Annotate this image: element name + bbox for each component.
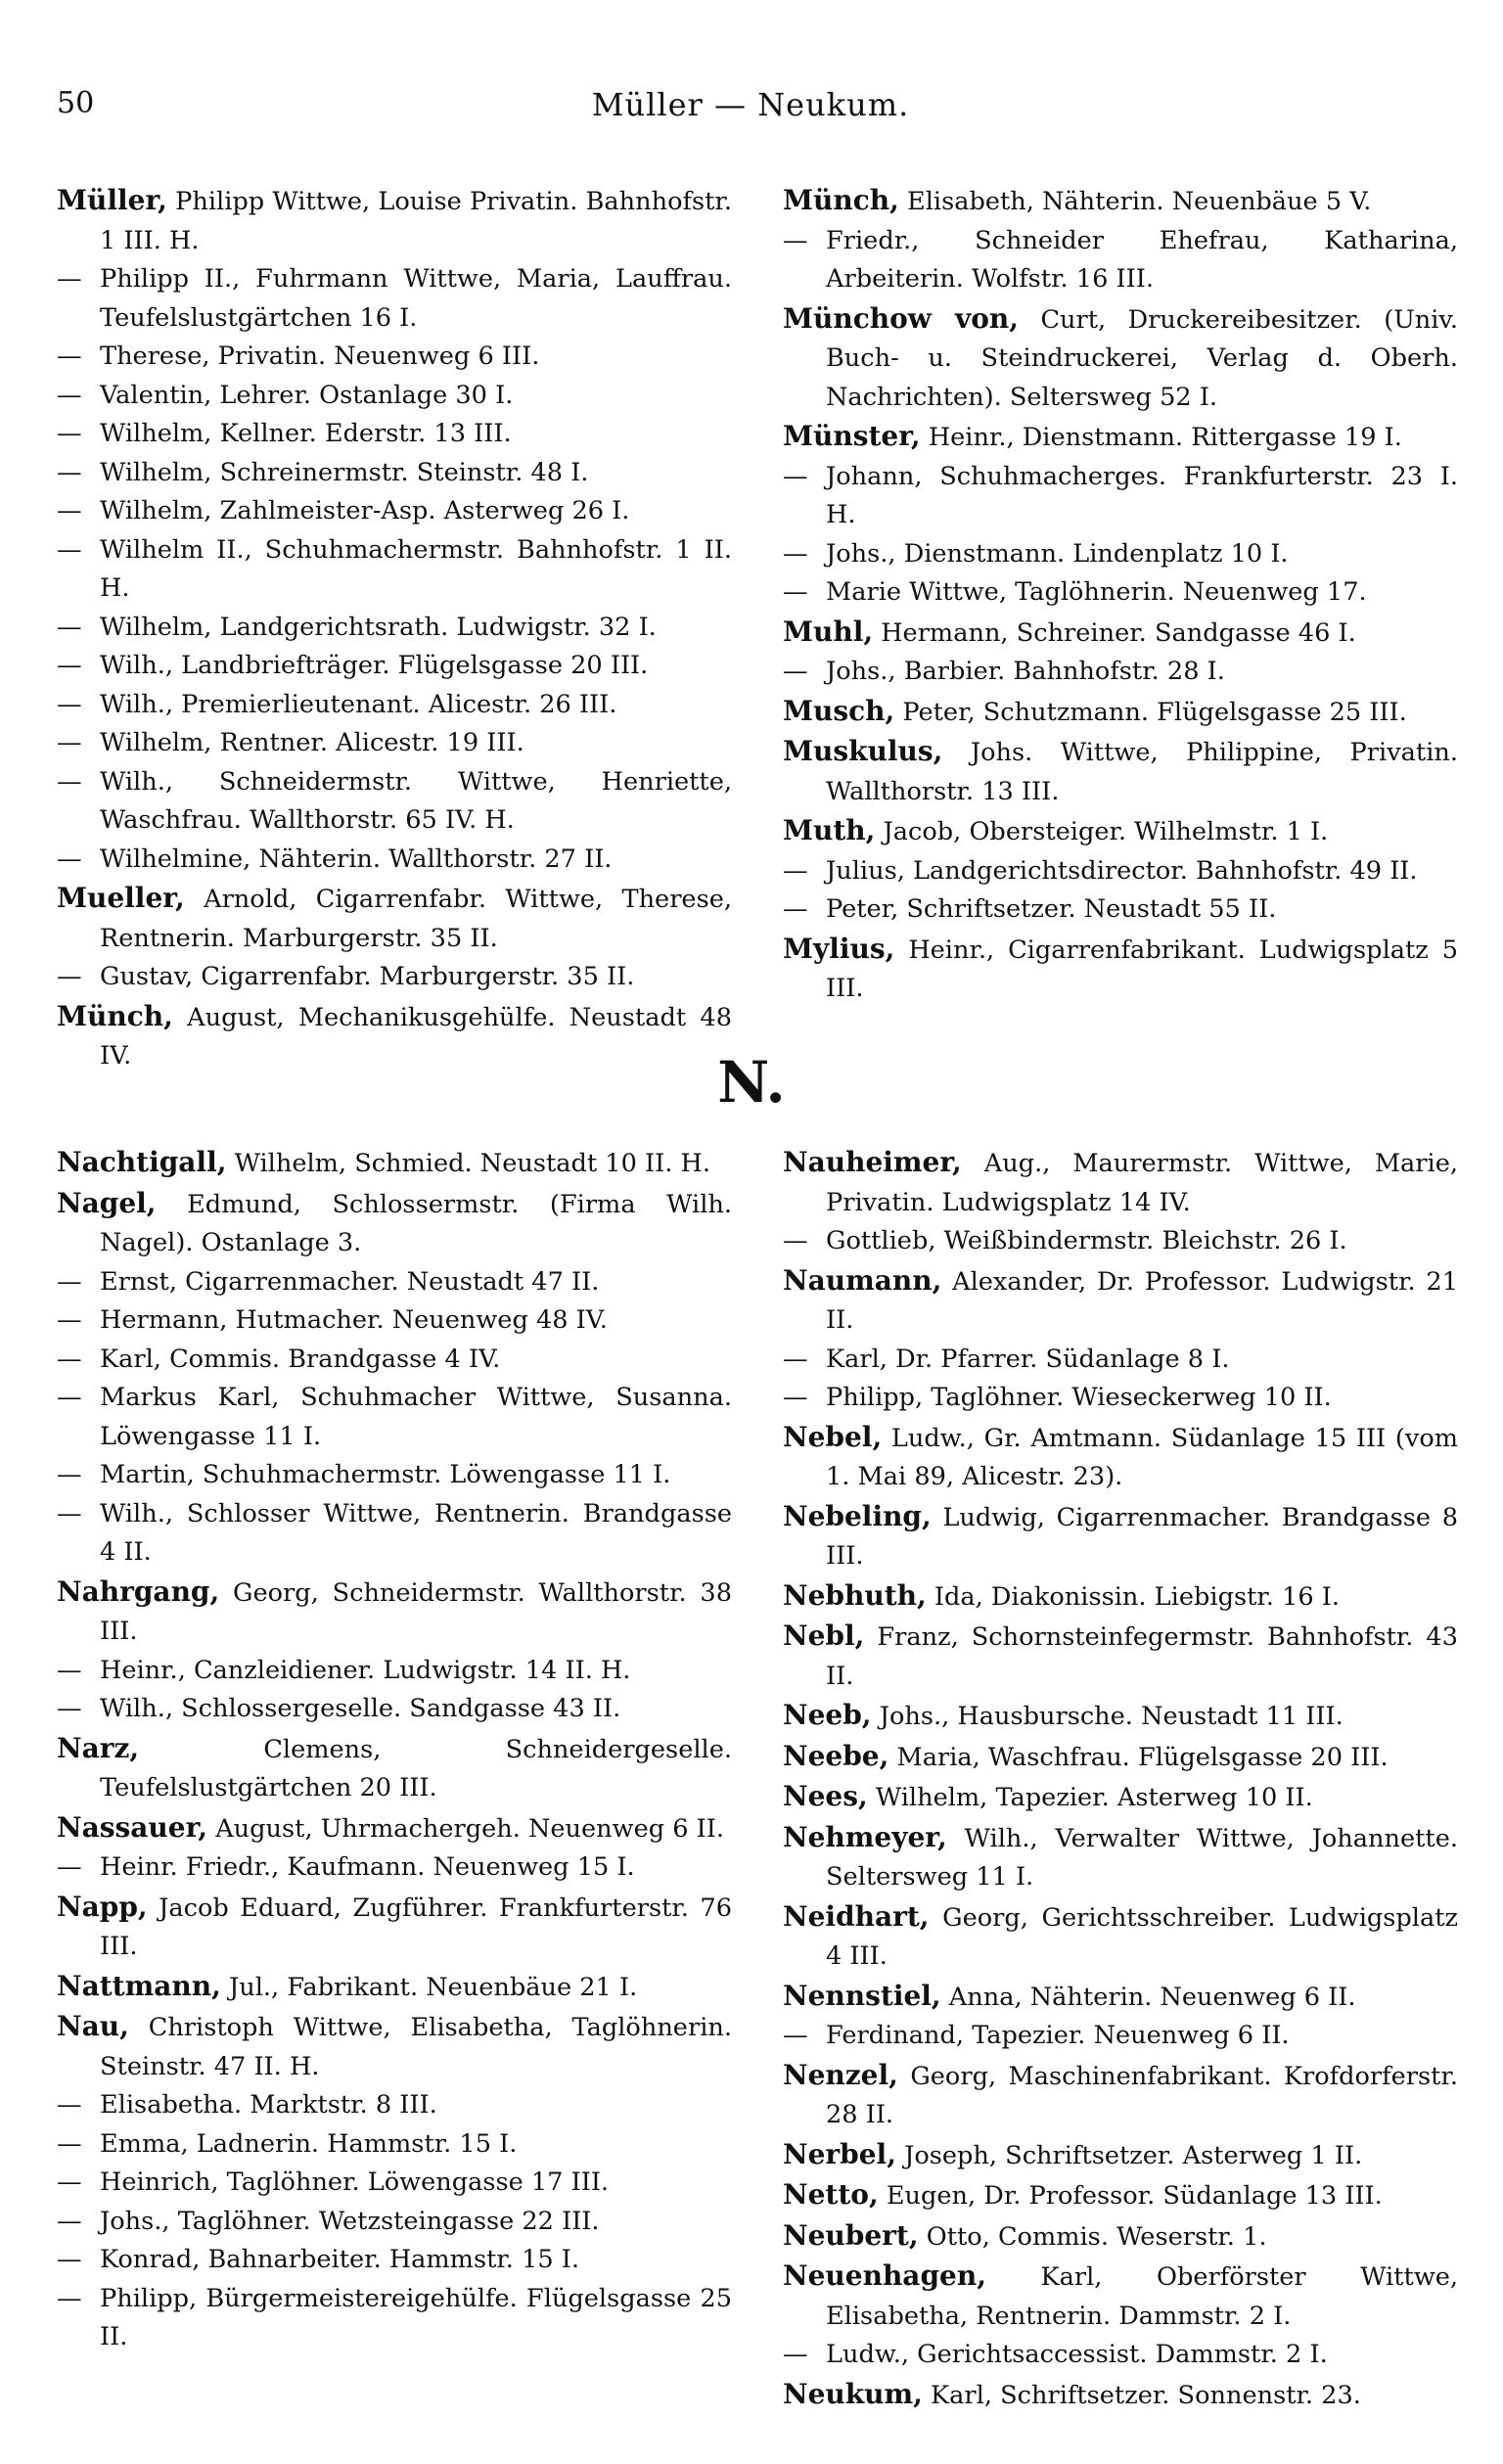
directory-entry [57, 454, 732, 493]
directory-entry [783, 1617, 1458, 1696]
entry-surname: Nebl, [783, 1620, 865, 1652]
entry-surname: Napp, [57, 1890, 148, 1923]
directory-entry [783, 890, 1458, 930]
entry-text: Georg, Schneidermstr. Wallthorstr. 38 III. [100, 1577, 732, 1646]
directory-entry [57, 686, 732, 725]
entry-text: Julius, Landgerichtsdirector. Bahnhofstr. 49 II. [826, 855, 1418, 886]
entry-text: Ferdinand, Tapezier. Neuenweg 6 II. [826, 2021, 1290, 2050]
directory-entry [783, 1777, 1458, 1818]
entry-text: Alexander, Dr. Professor. Ludwigstr. 21 II. [826, 1266, 1458, 1335]
entry-text: Konrad, Bahnarbeiter. Hammstr. 15 I. [100, 2245, 580, 2274]
entry-surname: Nenzel, [783, 2058, 898, 2091]
entry-text: Joseph, Schriftsetzer. Asterweg 1 II. [904, 2140, 1363, 2170]
entry-surname: Nagel, [57, 1186, 157, 1219]
ditto-dash: — [57, 1694, 82, 1723]
entry-surname: Nebel, [783, 1420, 883, 1453]
entry-text: Gustav, Cigarrenfabr. Marburgerstr. 35 II. [100, 962, 635, 991]
running-head: Müller — Neukum. [591, 86, 910, 123]
entry-text: Wilhelm, Landgerichtsrath. Ludwigstr. 32 I. [100, 612, 657, 642]
entry-text: Philipp, Bürgermeistereigehülfe. Flügelsgasse 25 II. [100, 2283, 732, 2351]
entry-text: Hermann, Hutmacher. Neuenweg 48 IV. [100, 1305, 608, 1335]
ditto-dash: — [57, 2090, 82, 2120]
entry-text: Christoph Wittwe, Elisabetha, Taglöhnerin. Steinstr. 47 II. H. [100, 2013, 732, 2081]
ditto-dash: — [783, 2340, 808, 2369]
directory-entry [57, 2086, 732, 2125]
directory-entry [57, 1184, 732, 1263]
entry-surname: Nachtigall, [57, 1146, 227, 1178]
directory-entry [783, 181, 1458, 222]
directory-entry [57, 763, 732, 841]
ditto-dash: — [57, 1655, 82, 1685]
entry-text: Curt, Druckereibesitzer. (Univ. Buch- u. Steindruckerei, Verlag d. Oberh. Nachrichten). Seltersweg 52 I. [826, 304, 1458, 412]
entry-text: Heinr., Canzleidiener. Ludwigstr. 14 II. H. [100, 1655, 631, 1685]
ditto-dash: — [57, 1305, 82, 1335]
ditto-dash: — [57, 689, 82, 719]
directory-entry [57, 531, 732, 609]
entry-text: Anna, Nähterin. Neuenweg 6 II. [948, 1982, 1356, 2012]
entry-text: Wilh., Schlosser Wittwe, Rentnerin. Brandgasse 4 II. [100, 1498, 732, 1567]
entry-surname: Nassauer, [57, 1810, 208, 1844]
entry-surname: Münster, [783, 420, 921, 452]
entry-text: Johs., Taglöhner. Wetzsteingasse 22 III. [100, 2206, 600, 2236]
directory-entry [783, 1576, 1458, 1618]
entry-surname: Nerbel, [783, 2137, 896, 2170]
directory-entry [57, 724, 732, 763]
entry-text: Clemens, Schneidergeselle. Teufelslustgärtchen 20 III. [100, 1734, 732, 1802]
directory-entry [57, 1263, 732, 1302]
ditto-dash: — [57, 1498, 82, 1529]
ditto-dash: — [57, 766, 82, 797]
directory-entry [57, 1495, 732, 1573]
directory-entry [783, 299, 1458, 418]
entry-text: Eugen, Dr. Professor. Südanlage 13 III. [886, 2181, 1383, 2211]
entry-surname: Netto, [783, 2178, 879, 2211]
entry-surname: Münch, [783, 184, 899, 216]
directory-entry [57, 1143, 732, 1184]
directory-entry [57, 1888, 732, 1967]
directory-entry [783, 1737, 1458, 1778]
entry-surname: Nebeling, [783, 1499, 932, 1532]
directory-entry [57, 1808, 732, 1849]
directory-entry [783, 1696, 1458, 1737]
entry-text: Johs., Dienstmann. Lindenplatz 10 I. [826, 538, 1289, 569]
ditto-dash: — [783, 1344, 808, 1374]
entry-text: Wilhelm, Rentner. Alicestr. 19 III. [100, 728, 524, 757]
entry-text: Wilhelm, Schreinermstr. Steinstr. 48 I. [100, 457, 589, 487]
ditto-dash: — [783, 1383, 808, 1412]
entry-text: Wilhelm II., Schuhmachermstr. Bahnhofstr. 1 II. H. [100, 534, 732, 603]
directory-entry [783, 1977, 1458, 2018]
section-letter-heading: N. [717, 1049, 786, 1116]
directory-entry [57, 1379, 732, 1456]
ditto-dash: — [783, 855, 808, 886]
entry-text: Johs. Wittwe, Philippine, Privatin. Wallthorstr. 13 III. [826, 738, 1459, 806]
entry-text: Wilh., Verwalter Wittwe, Johannette. Seltersweg 11 I. [826, 1823, 1458, 1892]
directory-entry [57, 338, 732, 377]
ditto-dash: — [57, 1383, 82, 1412]
entry-text: Ida, Diakonissin. Liebigstr. 16 I. [934, 1581, 1341, 1612]
entry-text: Karl, Schriftsetzer. Sonnenstr. 23. [931, 2380, 1361, 2410]
entry-text: Gottlieb, Weißbindermstr. Bleichstr. 26 I. [826, 1226, 1347, 1255]
entry-text: Friedr., Schneider Ehefrau, Katharina, Arbeiterin. Wolfstr. 16 III. [826, 225, 1458, 294]
entry-text: Wilh., Schneidermstr. Wittwe, Henriette, Waschfrau. Wallthorstr. 65 IV. H. [100, 766, 732, 835]
entry-text: Philipp Wittwe, Louise Privatin. Bahnhofstr. 1 III. H. [100, 187, 732, 255]
entry-text: Wilhelm, Zahlmeister-Asp. Asterweg 26 I. [100, 496, 630, 525]
entry-text: Edmund, Schlossermstr. (Firma Wilh. Nagel). Ostanlage 3. [100, 1189, 732, 1257]
entry-text: Jul., Fabrikant. Neuenbäue 21 I. [228, 1972, 638, 2002]
column-left-top [57, 181, 732, 1076]
directory-entry [57, 647, 732, 686]
directory-entry [57, 1341, 732, 1380]
ditto-dash: — [57, 2283, 82, 2313]
page-number: 50 [57, 86, 95, 120]
directory-entry [57, 2241, 732, 2280]
entry-text: Jacob, Obersteiger. Wilhelmstr. 1 I. [883, 817, 1329, 846]
ditto-dash: — [783, 657, 808, 686]
directory-entry [783, 1341, 1458, 1380]
entry-text: Georg, Maschinenfabrikant. Krofdorferstr. 28 II. [826, 2061, 1458, 2129]
directory-entry [783, 2375, 1458, 2416]
directory-entry [783, 458, 1458, 535]
directory-entry [57, 609, 732, 648]
entry-text: Otto, Commis. Weserstr. 1. [926, 2221, 1267, 2252]
directory-entry [783, 1379, 1458, 1418]
directory-entry [783, 1261, 1458, 1341]
entry-text: Valentin, Lehrer. Ostanlage 30 I. [100, 380, 514, 410]
entry-text: Aug., Maurermstr. Wittwe, Marie, Privatin. Ludwigsplatz 14 IV. [826, 1149, 1458, 1217]
directory-entry [57, 2280, 732, 2357]
directory-entry [57, 1690, 732, 1729]
entry-surname: Müller, [57, 184, 167, 216]
entry-text: Heinr., Dienstmann. Rittergasse 19 I. [928, 423, 1402, 452]
entry-text: Georg, Gerichtsschreiber. Ludwigsplatz 4 III. [826, 1902, 1459, 1971]
directory-entry [783, 573, 1458, 613]
directory-entry [57, 260, 732, 338]
directory-entry [783, 2175, 1458, 2216]
entry-text: Heinr. Friedr., Kaufmann. Neuenweg 15 I. [100, 1852, 635, 1882]
entry-surname: Neeb, [783, 1699, 872, 1731]
ditto-dash: — [57, 1344, 82, 1374]
entry-text: Karl, Commis. Brandgasse 4 IV. [100, 1344, 501, 1374]
ditto-dash: — [783, 894, 808, 924]
directory-entry [57, 181, 732, 260]
column-left-bottom [57, 1143, 732, 2357]
entry-text: Ludw., Gerichtsaccessist. Dammstr. 2 I. [826, 2340, 1328, 2369]
entry-text: Jacob Eduard, Zugführer. Frankfurterstr. 76 III. [100, 1893, 732, 1961]
directory-entry [57, 1729, 732, 1808]
column-right-bottom [783, 1143, 1458, 2415]
entry-text: Philipp, Taglöhner. Wieseckerweg 10 II. [826, 1383, 1332, 1412]
entry-surname: Münch, [57, 999, 173, 1032]
entry-surname: Nees, [783, 1780, 868, 1812]
directory-entry [783, 613, 1458, 654]
entry-text: Wilh., Premierlieutenant. Alicestr. 26 III. [100, 689, 617, 719]
entry-text: Heinrich, Taglöhner. Löwengasse 17 III. [100, 2167, 610, 2197]
entry-text: Peter, Schutzmann. Flügelsgasse 25 III. [902, 697, 1407, 727]
ditto-dash: — [783, 538, 808, 569]
directory-entry [57, 1301, 732, 1341]
directory-entry [783, 2017, 1458, 2056]
entry-text: Johs., Barbier. Bahnhofstr. 28 I. [826, 657, 1225, 686]
directory-entry [783, 2135, 1458, 2176]
entry-surname: Musch, [783, 694, 895, 727]
ditto-dash: — [57, 1852, 82, 1882]
directory-entry [57, 958, 732, 997]
column-right-top [783, 181, 1458, 1009]
page-header [57, 86, 1444, 135]
entry-surname: Nattmann, [57, 1969, 221, 2002]
entry-surname: Mueller, [57, 882, 185, 914]
entry-text: Wilh., Landbriefträger. Flügelsgasse 20 III. [100, 651, 649, 680]
entry-text: Ludwig, Cigarrenmacher. Brandgasse 8 III. [826, 1502, 1458, 1571]
entry-text: Elisabeth, Nähterin. Neuenbäue 5 V. [907, 187, 1372, 216]
directory-entry [57, 1652, 732, 1691]
entry-text: Wilh., Schlossergeselle. Sandgasse 43 II. [100, 1694, 621, 1723]
entry-text: Ludw., Gr. Amtmann. Südanlage 15 III (vom 1. Mai 89, Alicestr. 23). [826, 1423, 1458, 1491]
ditto-dash: — [783, 1226, 808, 1255]
entry-text: Franz, Schornsteinfegermstr. Bahnhofstr. 43 II. [826, 1622, 1458, 1691]
entry-text: Therese, Privatin. Neuenweg 6 III. [100, 342, 540, 371]
entry-surname: Neubert, [783, 2218, 919, 2252]
entry-text: Emma, Ladnerin. Hammstr. 15 I. [100, 2128, 518, 2159]
ditto-dash: — [57, 1460, 82, 1489]
directory-entry [57, 1967, 732, 2008]
ditto-dash: — [57, 496, 82, 525]
entry-text: Wilhelm, Kellner. Ederstr. 13 III. [100, 419, 512, 448]
entry-surname: Nebhuth, [783, 1578, 927, 1612]
ditto-dash: — [57, 2206, 82, 2236]
directory-entry [57, 492, 732, 531]
entry-text: Karl, Oberförster Wittwe, Elisabetha, Rentnerin. Dammstr. 2 I. [826, 2262, 1459, 2331]
directory-entry [57, 415, 732, 454]
entry-surname: Neidhart, [783, 1899, 930, 1933]
entry-surname: Neukum, [783, 2377, 923, 2410]
entry-surname: Nennstiel, [783, 1979, 941, 2012]
entry-surname: Muhl, [783, 615, 874, 648]
entry-surname: Muskulus, [783, 735, 943, 767]
entry-text: Elisabetha. Marktstr. 8 III. [100, 2090, 437, 2120]
ditto-dash: — [783, 2021, 808, 2050]
directory-entry [783, 852, 1458, 891]
entry-text: Heinr., Cigarrenfabrikant. Ludwigsplatz 5 III. [826, 935, 1458, 1003]
directory-entry [783, 1222, 1458, 1261]
directory-entry [57, 1456, 732, 1495]
entry-text: Maria, Waschfrau. Flügelsgasse 20 III. [896, 1742, 1389, 1772]
ditto-dash: — [57, 534, 82, 565]
ditto-dash: — [57, 651, 82, 680]
directory-entry [783, 811, 1458, 852]
entry-surname: Mylius, [783, 932, 895, 965]
entry-surname: Narz, [57, 1731, 140, 1764]
ditto-dash: — [783, 577, 808, 607]
ditto-dash: — [57, 419, 82, 448]
ditto-dash: — [57, 264, 82, 294]
entry-text: August, Mechanikusgehülfe. Neustadt 48 IV. [100, 1002, 732, 1071]
entry-text: Philipp II., Fuhrmann Wittwe, Maria, Lauffrau. Teufelslustgärtchen 16 I. [100, 264, 732, 333]
entry-text: Ernst, Cigarrenmacher. Neustadt 47 II. [100, 1266, 600, 1297]
ditto-dash: — [57, 2128, 82, 2159]
directory-entry [783, 2056, 1458, 2135]
directory-entry [783, 1897, 1458, 1977]
directory-entry [783, 1497, 1458, 1576]
entry-text: Markus Karl, Schuhmacher Wittwe, Susanna. Löwengasse 11 I. [100, 1383, 732, 1451]
directory-entry [57, 841, 732, 880]
directory-entry [783, 222, 1458, 299]
directory-entry [57, 377, 732, 416]
entry-surname: Naumann, [783, 1263, 942, 1297]
entry-text: Arnold, Cigarrenfabr. Wittwe, Therese, Rentnerin. Marburgerstr. 35 II. [100, 885, 732, 953]
entry-text: Wilhelm, Tapezier. Asterweg 10 II. [875, 1783, 1313, 1812]
ditto-dash: — [57, 380, 82, 410]
directory-entry [783, 930, 1458, 1009]
entry-surname: Neuenhagen, [783, 2259, 986, 2292]
entry-surname: Nahrgang, [57, 1574, 220, 1608]
directory-entry [57, 2203, 732, 2242]
ditto-dash: — [783, 225, 808, 255]
ditto-dash: — [57, 2245, 82, 2274]
directory-entry [57, 2007, 732, 2086]
directory-entry [783, 1143, 1458, 1222]
entry-text: August, Uhrmachergeh. Neuenweg 6 II. [215, 1813, 725, 1844]
ditto-dash: — [57, 962, 82, 991]
directory-entry [783, 2336, 1458, 2375]
ditto-dash: — [57, 612, 82, 642]
entry-text: Wilhelmine, Nähterin. Wallthorstr. 27 II. [100, 844, 613, 874]
directory-entry [783, 535, 1458, 574]
entry-surname: Nehmeyer, [783, 1820, 947, 1853]
ditto-dash: — [783, 461, 808, 491]
entry-surname: Nau, [57, 2010, 129, 2042]
directory-entry [57, 879, 732, 958]
directory-entry [783, 2216, 1458, 2258]
entry-text: Hermann, Schreiner. Sandgasse 46 I. [881, 617, 1356, 648]
entry-surname: Neebe, [783, 1739, 889, 1772]
directory-entry [783, 417, 1458, 458]
ditto-dash: — [57, 728, 82, 757]
entry-text: Karl, Dr. Pfarrer. Südanlage 8 I. [826, 1344, 1230, 1374]
ditto-dash: — [57, 342, 82, 371]
entry-text: Wilhelm, Schmied. Neustadt 10 II. H. [234, 1149, 710, 1178]
entry-surname: Münchow von, [783, 301, 1020, 335]
entry-surname: Nauheimer, [783, 1146, 962, 1178]
ditto-dash: — [57, 844, 82, 874]
directory-entry [783, 1818, 1458, 1897]
directory-entry [783, 732, 1458, 811]
ditto-dash: — [57, 457, 82, 487]
entry-text: Peter, Schriftsetzer. Neustadt 55 II. [826, 894, 1277, 924]
directory-entry [57, 2164, 732, 2203]
directory-entry [783, 653, 1458, 692]
entry-surname: Muth, [783, 814, 876, 846]
directory-entry [57, 1573, 732, 1652]
entry-text: Johann, Schuhmacherges. Frankfurterstr. 23 I. H. [826, 461, 1458, 529]
entry-text: Martin, Schuhmachermstr. Löwengasse 11 I. [100, 1460, 671, 1489]
ditto-dash: — [57, 2167, 82, 2197]
directory-entry [783, 1418, 1458, 1497]
directory-entry [783, 2257, 1458, 2336]
entry-text: Johs., Hausbursche. Neustadt 11 III. [879, 1702, 1344, 1731]
directory-entry [57, 1848, 732, 1888]
ditto-dash: — [57, 1266, 82, 1297]
entry-text: Marie Wittwe, Taglöhnerin. Neuenweg 17. [826, 577, 1367, 607]
directory-entry [783, 692, 1458, 733]
directory-entry [57, 2125, 732, 2165]
